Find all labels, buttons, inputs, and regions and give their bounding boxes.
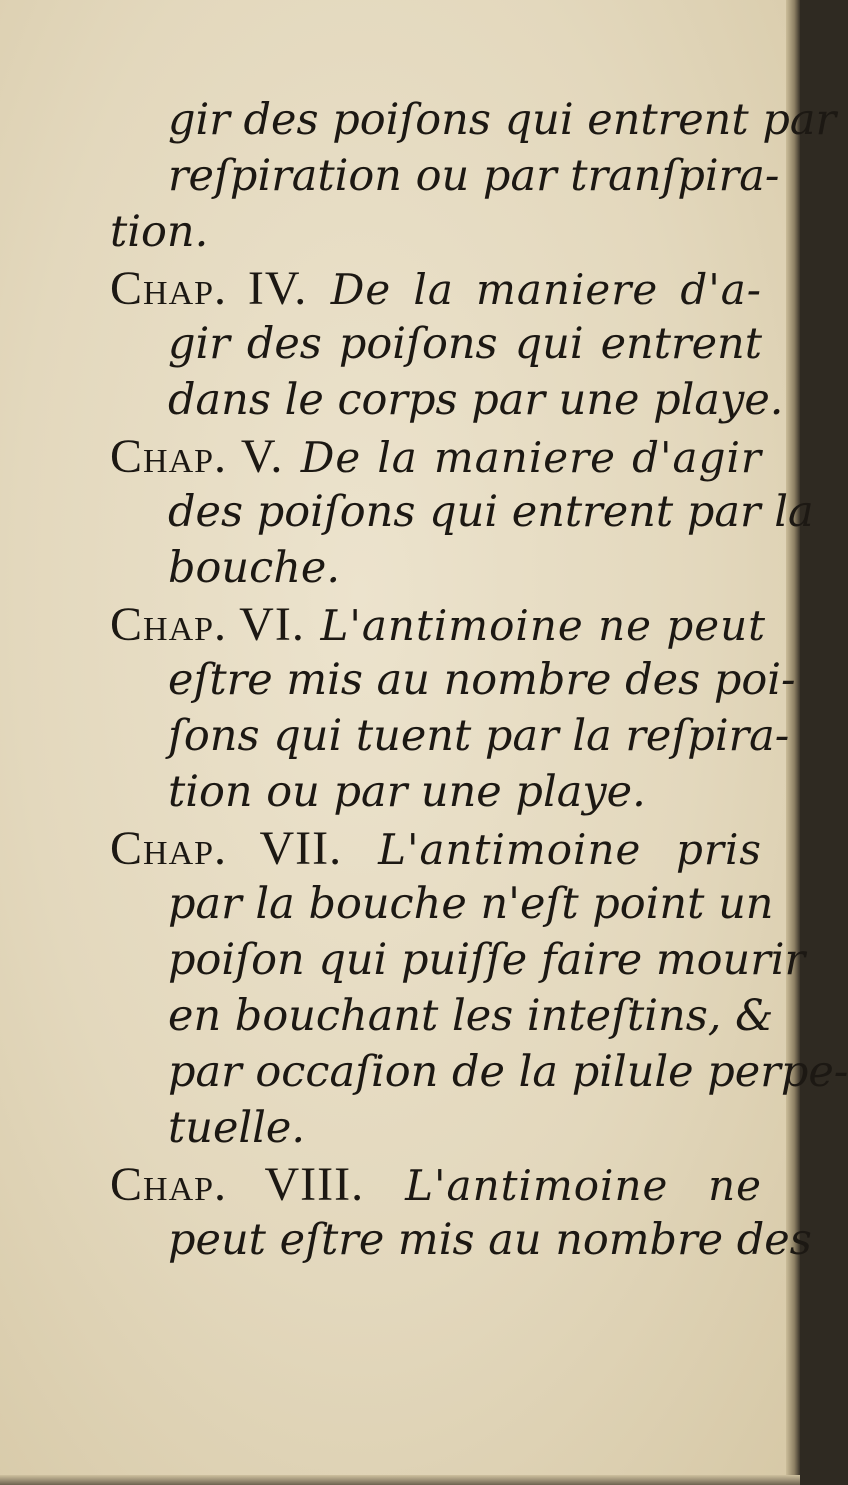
chapter-label: Chap. VII. (110, 822, 343, 875)
chapter-text-line: ſons qui tuent par la reſpira- (168, 711, 790, 761)
chapter-text-line: gir des poiſons qui entrent (168, 319, 762, 369)
chapter-text-line: poiſon qui puiſſe faire mourir (168, 935, 806, 985)
chapter-heading-v (110, 428, 762, 484)
chapter-heading-vi (110, 596, 767, 652)
text-line: reſpiration ou par tranſpira- (168, 151, 780, 201)
chapter-text-line: des poiſons qui entrent par la (168, 487, 814, 537)
chapter-heading-iv (110, 260, 762, 316)
chapter-text-line: en bouchant les inteſtins, & (168, 991, 774, 1041)
chapter-text-line: tion ou par une playe. (168, 767, 646, 817)
chapter-label: Chap. IV. (110, 262, 308, 315)
chapter-heading-viii (110, 1156, 762, 1212)
chapter-text-line: par occaſion de la pilule perpe- (168, 1047, 848, 1097)
chapter-title: De la maniere d'agir (300, 433, 762, 482)
chapter-label: Chap. VI. (110, 598, 305, 651)
chapter-text-line: bouche. (168, 543, 340, 593)
chapter-title: L'antimoine ne peut (320, 601, 767, 650)
page-edge-bottom (0, 1475, 800, 1485)
text-line: gir des poiſons qui entrent par (168, 95, 837, 145)
chapter-title: De la maniere d'a- (330, 265, 762, 314)
chapter-label: Chap. VIII. (110, 1158, 365, 1211)
chapter-text-line: dans le corps par une playe. (168, 375, 784, 425)
text-line: tion. (110, 207, 209, 257)
chapter-text-line: tuelle. (168, 1103, 306, 1153)
chapter-text-line: eſtre mis au nombre des poi- (168, 655, 796, 705)
chapter-heading-vii (110, 820, 762, 876)
chapter-label: Chap. V. (110, 430, 284, 483)
chapter-text-line: peut eſtre mis au nombre des (168, 1215, 812, 1265)
chapter-title: L'antimoine ne (405, 1161, 762, 1210)
chapter-title: L'antimoine pris (378, 825, 762, 874)
table-of-contents (110, 92, 848, 1268)
chapter-text-line: par la bouche n'eſt point un (168, 879, 774, 929)
